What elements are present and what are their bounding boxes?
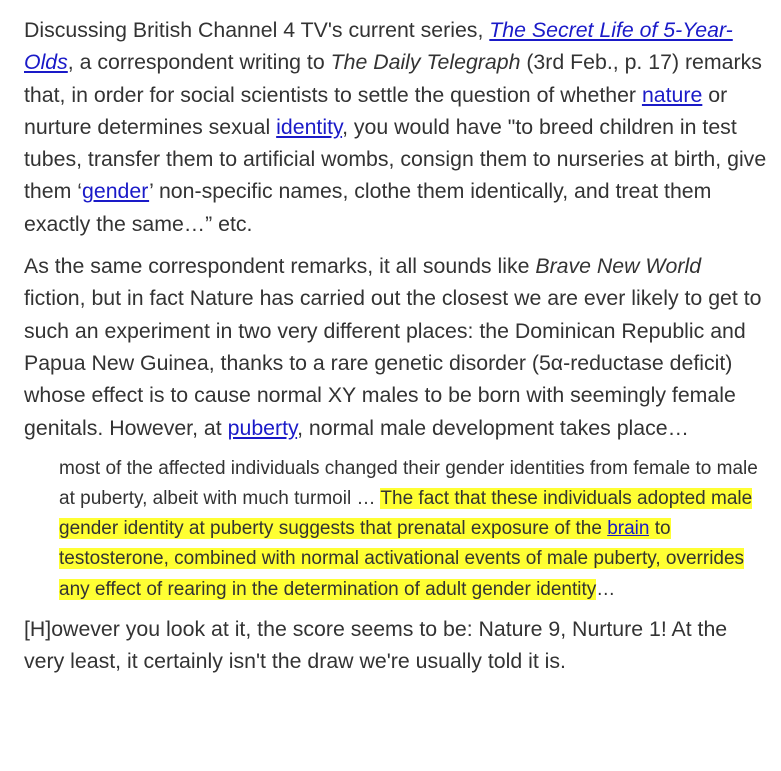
text-run: , normal male development takes place… [297, 415, 689, 440]
quoted-passage [59, 454, 767, 605]
paragraph-experiment [24, 250, 767, 444]
brain-link[interactable]: brain [607, 518, 650, 540]
highlighted-link-wrap [607, 518, 649, 539]
text-run: As the same correspondent remarks, it all sounds like [24, 254, 536, 279]
text-run: fiction, but in fact Nature has carried out the closest we are ever likely to get to such an experiment in two very different places: the Dominican Republic and Papua New Guinea, thanks to a rare genetic disorder (5α-reductase deficit) whose effect is to cause normal XY males to be born with seemingly female genitals. However, at [24, 286, 762, 440]
highlighted-text: to testosterone, combined with normal activational events of male puberty, overrides any effect of rearing in the determination of adult gender identity [59, 518, 745, 600]
text-run: or nurture determines sexual [24, 82, 728, 139]
quote-ellipsis: … [596, 578, 616, 600]
text-run: , a correspondent writing to [67, 50, 331, 75]
text-run: Discussing British Channel 4 TV's current series, [24, 18, 490, 42]
text-run: ’ non-specific names, clothe them identically, and treat them exactly the same…” etc. [24, 179, 712, 236]
quote-plain-text: most of the affected individuals changed their gender identities from female to male at puberty, albeit with much turmoil … [59, 457, 758, 510]
text-run: (3rd Feb., p. 17) remarks that, in order for social scientists to settle the question of whether [24, 50, 762, 107]
book-title: Brave New World [535, 254, 702, 279]
puberty-link[interactable]: puberty [227, 415, 298, 440]
highlighted-text: The fact that these individuals adopted male gender identity at puberty suggests that prenatal exposure of the [59, 488, 753, 540]
gender-link[interactable]: gender [82, 179, 150, 204]
newspaper-title: The Daily Telegraph [330, 50, 521, 75]
paragraph-conclusion: [H]owever you look at it, the score seems to be: Nature 9, Nurture 1! At the very least, it certainly isn't the draw we're usually told it is. [24, 616, 728, 674]
series-link[interactable]: The Secret Life of 5-Year-Olds [24, 18, 733, 75]
paragraph-intro [24, 14, 767, 240]
nature-link[interactable]: nature [641, 82, 703, 107]
text-run: , you would have "to breed children in test tubes, transfer them to artificial wombs, consign them to nurseries at birth, give them ‘ [24, 114, 767, 204]
identity-link[interactable]: identity [276, 114, 343, 139]
